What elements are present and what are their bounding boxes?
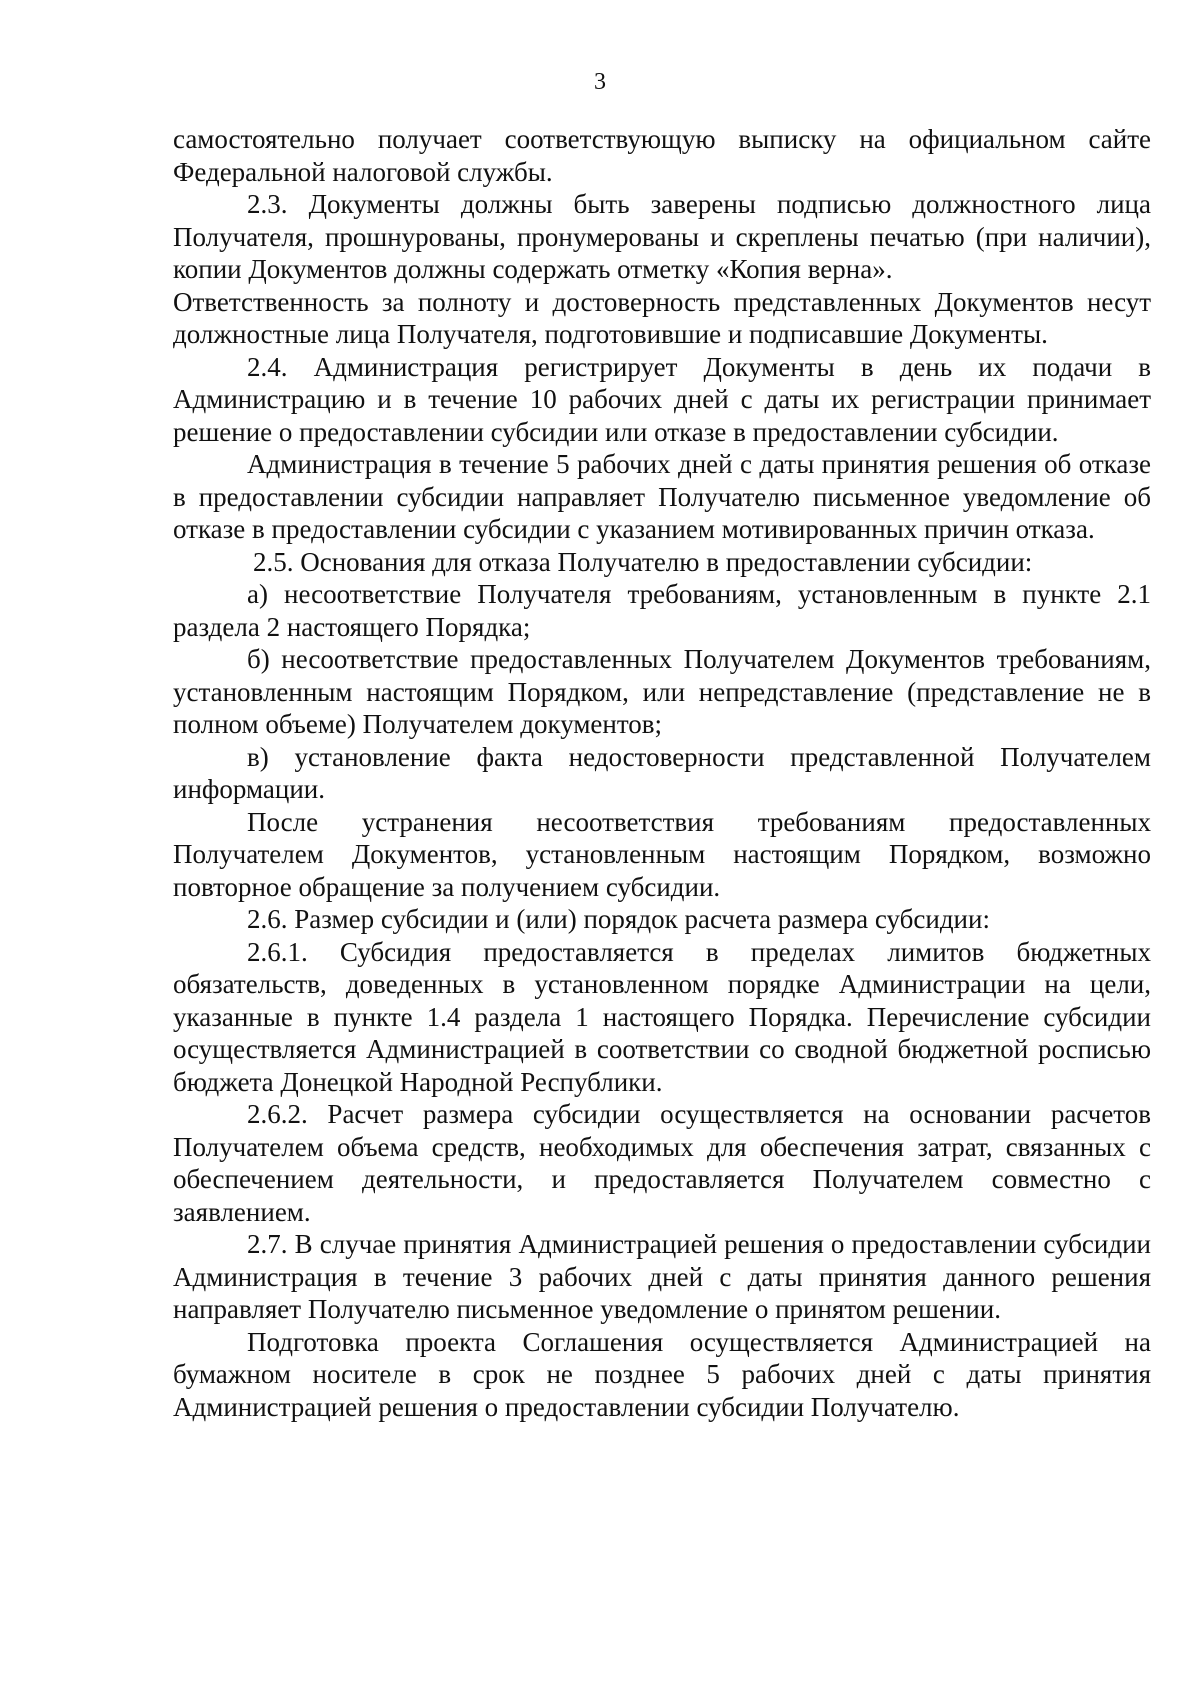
paragraph-refusal-notice: Администрация в течение 5 рабочих дней с даты принятия решения об отказе в предоставлении субсидии направляет Получателю письменное уведомление об отказе в предоставлении субсидии с указанием мотивированных причин отказа.: [173, 449, 1151, 544]
document-body: [173, 123, 1151, 1423]
page-number: 3: [594, 69, 606, 95]
paragraph-2-5-b: б) несоответствие предоставленных Получателем Документов требованиям, установленным настоящим Порядком, или непредставление (представление не в полном объеме) Получателем документов;: [173, 644, 1151, 739]
paragraph-agreement-preparation: Подготовка проекта Соглашения осуществляется Администрацией на бумажном носителе в срок не позднее 5 рабочих дней с даты принятия Администрацией решения о предоставлении субсидии Получателю.: [173, 1326, 1151, 1422]
paragraph-2-5-v: в) установление факта недостоверности представленной Получателем информации.: [173, 741, 1151, 804]
paragraph-responsibility: Ответственность за полноту и достоверность представленных Документов несут должностные лица Получателя, подготовившие и подписавшие Документы.: [173, 286, 1151, 349]
paragraph-2-6-2: 2.6.2. Расчет размера субсидии осуществляется на основании расчетов Получателем объема средств, необходимых для обеспечения затрат, связанных с обеспечением деятельности, и предоставляется Получателем совместно с заявлением.: [173, 1099, 1151, 1227]
paragraph-2-7: 2.7. В случае принятия Администрацией решения о предоставлении субсидии Администрация в течение 3 рабочих дней с даты принятия данного решения направляет Получателю письменное уведомление о принятом решении.: [173, 1229, 1151, 1324]
paragraph-2-4: 2.4. Администрация регистрирует Документы в день их подачи в Администрацию и в течение 10 рабочих дней с даты их регистрации принимает решение о предоставлении субсидии или отказе в предоставлении субсидии.: [173, 351, 1151, 447]
paragraph-2-6: 2.6. Размер субсидии и (или) порядок расчета размера субсидии:: [247, 904, 990, 934]
paragraph-2-3: 2.3. Документы должны быть заверены подписью должностного лица Получателя, прошнурованы, пронумерованы и скреплены печатью (при наличии), копии Документов должны содержать отметку «Копия верна».: [173, 189, 1151, 284]
paragraph-reapplication: После устранения несоответствия требованиям предоставленных Получателем Документов, установленным настоящим Порядком, возможно повторное обращение за получением субсидии.: [173, 806, 1151, 902]
paragraph-2-6-1: 2.6.1. Субсидия предоставляется в пределах лимитов бюджетных обязательств, доведенных в установленном порядке Администрации на цели, указанные в пункте 1.4 раздела 1 настоящего Порядка. Перечисление субсидии осуществляется Администрацией в соответствии со сводной бюджетной росписью бюджета Донецкой Народной Республики.: [173, 936, 1151, 1097]
paragraph-continuation: самостоятельно получает соответствующую выписку на официальном сайте Федеральной налоговой службы.: [173, 124, 1151, 187]
paragraph-2-5-a: а) несоответствие Получателя требованиям, установленным в пункте 2.1 раздела 2 настоящего Порядка;: [173, 579, 1151, 642]
paragraph-2-5: 2.5. Основания для отказа Получателю в предоставлении субсидии:: [253, 546, 1033, 577]
